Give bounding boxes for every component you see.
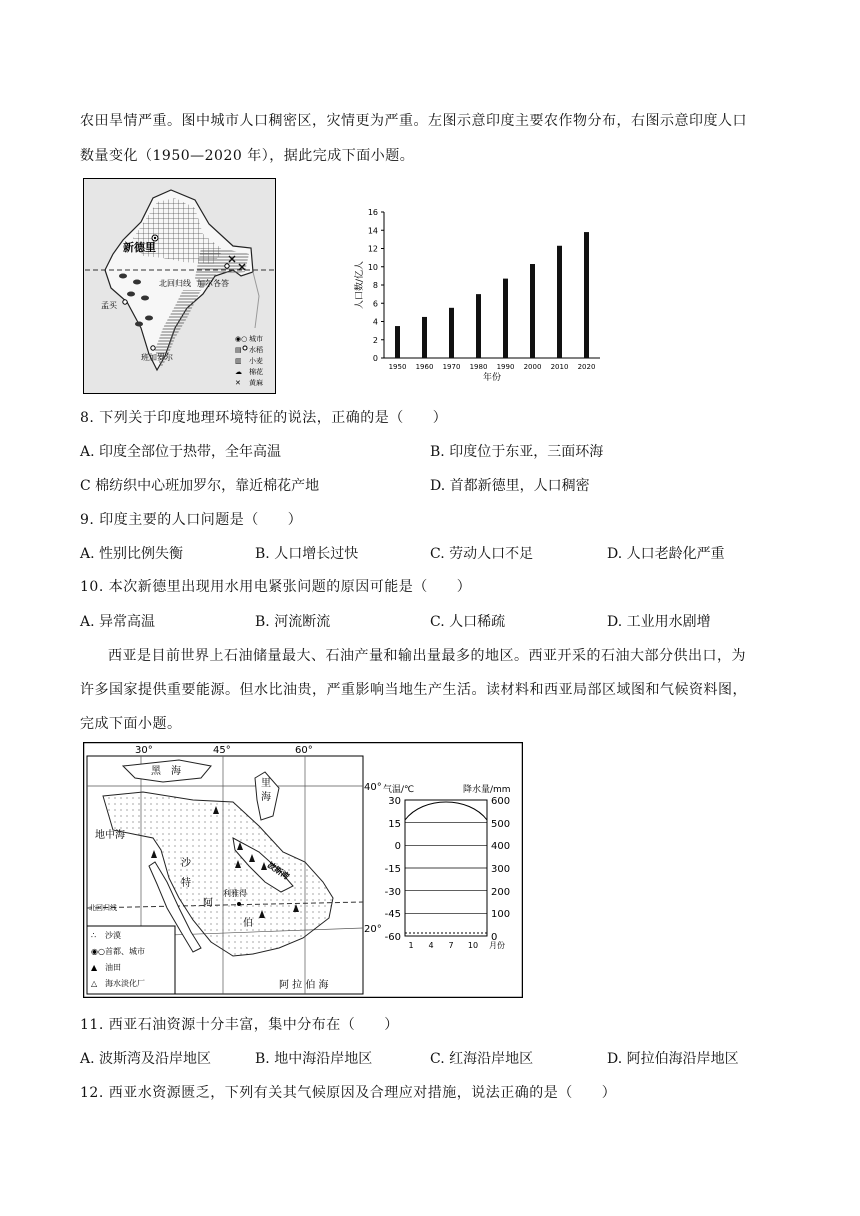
x-tick-label: 2020 [577, 363, 596, 371]
y-tick-label: 2 [372, 335, 378, 345]
svg-text:15: 15 [388, 819, 401, 830]
svg-text:500: 500 [491, 819, 511, 830]
label-caspian-2: 海 [261, 792, 271, 803]
y-tick-label: 10 [367, 262, 378, 272]
q9-option-c[interactable]: C. 劳动人口不足 [430, 546, 534, 562]
bar-1960 [422, 317, 427, 358]
svg-text:城市: 城市 [249, 335, 263, 343]
svg-text:海水淡化厂: 海水淡化厂 [105, 979, 145, 988]
svg-text:400: 400 [491, 841, 511, 852]
intro-text-line-2: 数量变化（1950—2020 年），据此完成下面小题。 [80, 148, 415, 164]
svg-text:-30: -30 [384, 887, 401, 898]
svg-text:∴: ∴ [91, 931, 97, 940]
intro2-line-2: 许多国家提供重要能源。但水比油贵，严重影响当地生产生活。读材料和西亚局部区域图和气候资料图， [80, 682, 747, 698]
climate-right-title: 降水量/mm [463, 785, 511, 795]
svg-text:100: 100 [491, 909, 511, 920]
q12-stem: 12. 西亚水资源匮乏，下列有关其气候原因及合理应对措施，说法正确的是（ ） [80, 1085, 617, 1101]
intro2-line-3: 完成下面小题。 [80, 716, 182, 732]
svg-text:200: 200 [491, 887, 511, 898]
svg-text:黄麻: 黄麻 [249, 379, 263, 387]
india-map-legend [235, 334, 263, 387]
svg-text:-45: -45 [384, 909, 401, 920]
q8-option-d[interactable]: D. 首都新德里，人口稠密 [430, 478, 590, 494]
label-persian-gulf: 波斯湾 [265, 860, 291, 882]
svg-text:棉花: 棉花 [249, 368, 263, 376]
lon-30: 30° [135, 745, 153, 756]
q9-option-d[interactable]: D. 人口老龄化严重 [607, 546, 725, 562]
x-tick-label: 1970 [442, 363, 461, 371]
label-mumbai: 孟买 [101, 301, 117, 310]
label-a: 阿 [203, 898, 213, 909]
svg-text:7: 7 [448, 941, 454, 950]
svg-text:300: 300 [491, 864, 511, 875]
q11-option-a[interactable]: A. 波斯湾及沿岸地区 [80, 1051, 212, 1067]
q10-option-b[interactable]: B. 河流断流 [255, 614, 331, 630]
svg-text:▥: ▥ [235, 357, 242, 365]
y-tick-label: 8 [372, 281, 378, 290]
label-riyadh: 利雅得 [223, 889, 247, 898]
label-tropic-india: 北回归线 [159, 279, 191, 288]
west-asia-figure [83, 742, 523, 1002]
label-black-sea: 黑 海 [151, 766, 181, 777]
bar-2010 [557, 246, 562, 358]
q10-option-d[interactable]: D. 工业用水剧增 [607, 614, 711, 630]
q8-option-b[interactable]: B. 印度位于东亚，三面环海 [430, 444, 604, 460]
svg-text:4: 4 [428, 941, 434, 950]
y-tick-label: 12 [367, 244, 378, 254]
q11-option-b[interactable]: B. 地中海沿岸地区 [255, 1051, 373, 1067]
intro2-line-1: 西亚是目前世界上石油储量最大、石油产量和输出量最多的地区。西亚开采的石油大部分供出口，为 [108, 648, 746, 664]
lon-45: 45° [213, 745, 231, 756]
q11-option-c[interactable]: C. 红海沿岸地区 [430, 1051, 534, 1067]
q11-stem: 11. 西亚石油资源十分丰富，集中分布在（ ） [80, 1017, 399, 1033]
svg-text:10: 10 [467, 941, 479, 950]
q11-option-d[interactable]: D. 阿拉伯海沿岸地区 [607, 1051, 739, 1067]
label-caspian-1: 里 [261, 778, 271, 789]
svg-text:▤: ▤ [235, 346, 242, 354]
y-tick-label: 16 [367, 208, 378, 217]
x-tick-label: 2000 [523, 363, 542, 371]
intro-text-line-1: 农田旱情严重。图中城市人口稠密区，灾情更为严重。左图示意印度主要农作物分布，右图示意印度人口 [80, 113, 747, 129]
lon-60: 60° [295, 745, 313, 756]
label-te: 特 [181, 878, 191, 889]
svg-text:水稻: 水稻 [249, 346, 263, 354]
bar-2000 [530, 264, 535, 358]
x-tick-label: 1990 [496, 363, 515, 371]
x-tick-label: 2010 [550, 363, 569, 371]
india-population-chart [350, 200, 610, 389]
svg-text:✕: ✕ [235, 379, 241, 387]
svg-text:油田: 油田 [105, 963, 121, 972]
svg-text:△: △ [91, 979, 98, 988]
q9-option-b[interactable]: B. 人口增长过快 [255, 546, 359, 562]
svg-text:◉○: ◉○ [91, 947, 105, 956]
y-tick-label: 4 [372, 317, 378, 327]
q8-option-a[interactable]: A. 印度全部位于热带，全年高温 [80, 444, 282, 460]
x-tick-label: 1950 [388, 363, 407, 371]
label-mediterranean: 地中海 [95, 830, 125, 841]
label-tropic-westasia: 北回归线 [89, 904, 117, 912]
svg-text:▲: ▲ [91, 963, 98, 972]
svg-text:◉○: ◉○ [235, 335, 248, 343]
q9-stem: 9. 印度主要的人口问题是（ ） [80, 512, 303, 528]
x-tick-label: 1960 [415, 363, 434, 371]
label-arabian-sea: 阿 拉 伯 海 [279, 980, 329, 991]
svg-text:600: 600 [491, 796, 511, 807]
x-axis-label: 年份 [482, 373, 502, 383]
svg-text:-15: -15 [384, 864, 401, 875]
bar-1970 [449, 308, 454, 358]
svg-text:月份: 月份 [489, 941, 505, 950]
india-crop-map [83, 178, 276, 398]
q8-stem: 8. 下列关于印度地理环境特征的说法，正确的是（ ） [80, 410, 448, 426]
lat-20: 20° [364, 924, 382, 935]
label-new-delhi: 新德里 [123, 241, 156, 254]
q10-stem: 10. 本次新德里出现用水用电紧张问题的原因可能是（ ） [80, 579, 472, 595]
bar-2020 [584, 232, 589, 358]
x-tick-label: 1980 [469, 363, 488, 371]
climate-left-title: 气温/℃ [383, 785, 415, 795]
svg-text:-60: -60 [384, 932, 401, 943]
bar-1990 [503, 279, 508, 358]
svg-text:30: 30 [388, 796, 401, 807]
y-axis-label: 人口数/亿人 [355, 260, 365, 310]
bar-1950 [395, 326, 400, 358]
svg-text:沙漠: 沙漠 [105, 931, 121, 940]
label-kolkata: 加尔各答 [197, 279, 229, 288]
svg-text:0: 0 [491, 932, 498, 943]
y-tick-label: 6 [372, 299, 378, 309]
y-tick-label: 14 [367, 226, 378, 236]
q10-option-a[interactable]: A. 异常高温 [80, 614, 156, 630]
q9-option-a[interactable]: A. 性别比例失衡 [80, 546, 184, 562]
label-sha: 沙 [181, 858, 191, 869]
label-bangalore: 班加罗尔 [141, 353, 173, 362]
y-tick-label: 0 [372, 354, 378, 363]
q8-option-c[interactable]: C 棉纺织中心班加罗尔，靠近棉花产地 [80, 478, 320, 494]
svg-text:首都、城市: 首都、城市 [105, 947, 145, 956]
svg-text:小麦: 小麦 [249, 357, 263, 365]
lat-40: 40° [364, 782, 382, 793]
svg-text:1: 1 [408, 941, 414, 950]
svg-text:0: 0 [394, 841, 401, 852]
q10-option-c[interactable]: C. 人口稀疏 [430, 614, 506, 630]
svg-text:☁: ☁ [235, 368, 242, 376]
bar-1980 [476, 294, 481, 358]
label-bo: 伯 [243, 918, 253, 929]
